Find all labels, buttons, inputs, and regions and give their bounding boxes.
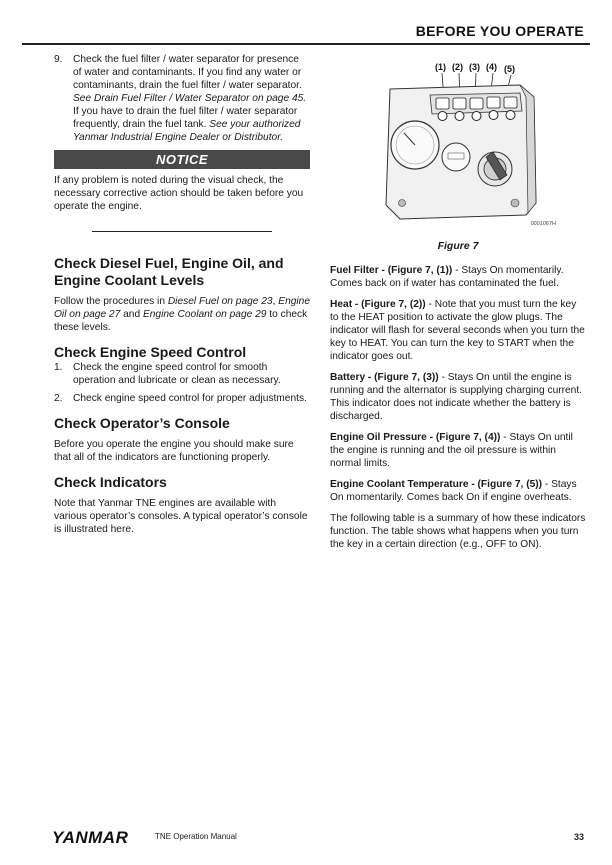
section-heading: Check Indicators: [54, 474, 167, 490]
heat-description: Heat - (Figure 7, (2)) - Note that you must turn the key to the HEAT position to activate the glow plugs. The indicator will flash for several seconds when you turn the key to HEAT. You can turn the key to START when the indicator goes out.: [330, 299, 585, 362]
step-list-fuel-filter: [54, 53, 310, 144]
cross-reference-link[interactable]: See Drain Fuel Filter / Water Separator on page 45.: [73, 93, 307, 104]
engine-coolant-link[interactable]: Engine Coolant on page 29: [142, 309, 267, 320]
section-operators-console: [54, 415, 310, 464]
page-header: [0, 0, 612, 43]
section-body: Note that Yanmar TNE engines are available with various operator’s consoles. A typical operator’s console is illustrated here.: [54, 498, 308, 535]
notice-label: NOTICE: [155, 152, 209, 167]
right-column: [330, 53, 586, 551]
battery-indicator-icon: [470, 98, 483, 121]
step-number: 9.: [54, 54, 63, 65]
coolant-temperature-description: Engine Coolant Temperature - (Figure 7, (5)) - Stays On momentarily. Comes back On if engine overheats.: [330, 479, 577, 503]
callout-3: (3): [469, 62, 480, 72]
callout-5: (5): [504, 64, 515, 74]
oil-pressure-indicator-icon: [487, 97, 500, 120]
step-text: Check the fuel filter / water separator for presence of water and contaminants. If you find any water or contaminants, drain the fuel filter / water separator.: [73, 54, 302, 91]
notice-banner: [54, 150, 310, 169]
notice-text: If any problem is noted during the visual check, the necessary corrective action should be taken before you operate the engine.: [54, 175, 304, 212]
section-title: BEFORE YOU OPERATE: [415, 23, 584, 39]
step-list-speed-control: [54, 361, 310, 405]
section-engine-speed-control: [54, 344, 310, 405]
callout-4: (4): [486, 62, 497, 72]
engine-oil-link[interactable]: Engine Oil on page 27: [54, 296, 311, 320]
brand-logo: YANMAR: [52, 828, 129, 847]
fuel-filter-indicator-icon: [436, 98, 449, 121]
step-text: If you have to drain the fuel filter / water separator frequently, drain the fuel tank.: [73, 106, 298, 130]
figure-code: 0001067H: [530, 221, 556, 227]
fuel-filter-description: Fuel Filter - (Figure 7, (1)) - Stays On momentarily. Comes back on if water has contaminated the fuel.: [330, 265, 564, 289]
section-body: Before you operate the engine you should make sure that all of the indicators are functioning properly.: [54, 439, 294, 463]
indicator-descriptions: [330, 264, 586, 551]
key-switch-icon: [478, 152, 512, 186]
section-check-fluid-levels: [54, 255, 310, 334]
diesel-fuel-link[interactable]: Diesel Fuel on page 23: [167, 296, 273, 307]
hour-meter-gauge-icon: [442, 143, 470, 171]
operator-console-illustration: [330, 53, 586, 227]
tachometer-gauge-icon: [391, 121, 439, 169]
left-column: [54, 53, 310, 536]
page-number: 33: [573, 832, 584, 842]
dealer-reference: See your authorized Yanmar Industrial Engine Dealer or Distributor.: [73, 119, 301, 143]
step-9: [54, 53, 310, 144]
section-heading: Check Diesel Fuel, Engine Oil, and Engine Coolant Levels: [54, 255, 284, 288]
page-footer: [52, 828, 584, 847]
list-item: 1. Check the engine speed control for smooth operation and lubricate or clean as necessary.: [54, 362, 281, 386]
section-check-indicators: [54, 474, 310, 536]
header-rule: [22, 43, 590, 45]
callout-2: (2): [452, 62, 463, 72]
section-heading: Check Engine Speed Control: [54, 344, 247, 360]
section-body: Follow the procedures in Diesel Fuel on page 23, Engine Oil on page 27 and Engine Coolant on page 29 to check these levels.: [54, 296, 311, 333]
callout-1: (1): [435, 62, 446, 72]
battery-description: Battery - (Figure 7, (3)) - Stays On until the engine is running and the alternator is supplying charging current. This indicator does not indicate whether the battery is discharged.: [330, 372, 583, 422]
figure-caption: Figure 7: [437, 240, 479, 252]
heat-indicator-icon: [453, 98, 466, 121]
section-heading: Check Operator’s Console: [54, 415, 230, 431]
coolant-temperature-indicator-icon: [504, 97, 517, 120]
manual-name: TNE Operation Manual: [155, 832, 237, 841]
operator-console-figure: [330, 53, 586, 227]
section-divider: [92, 231, 272, 232]
oil-pressure-description: Engine Oil Pressure - (Figure 7, (4)) - Stays On until the engine is running and the oil pressure is within normal limits.: [330, 432, 573, 469]
list-item: 2. Check engine speed control for proper adjustments.: [54, 393, 307, 404]
summary-paragraph: The following table is a summary of how these indicators function. The table shows what happens when you turn the key in a certain direction (e.g., OFF to ON).: [330, 513, 586, 550]
